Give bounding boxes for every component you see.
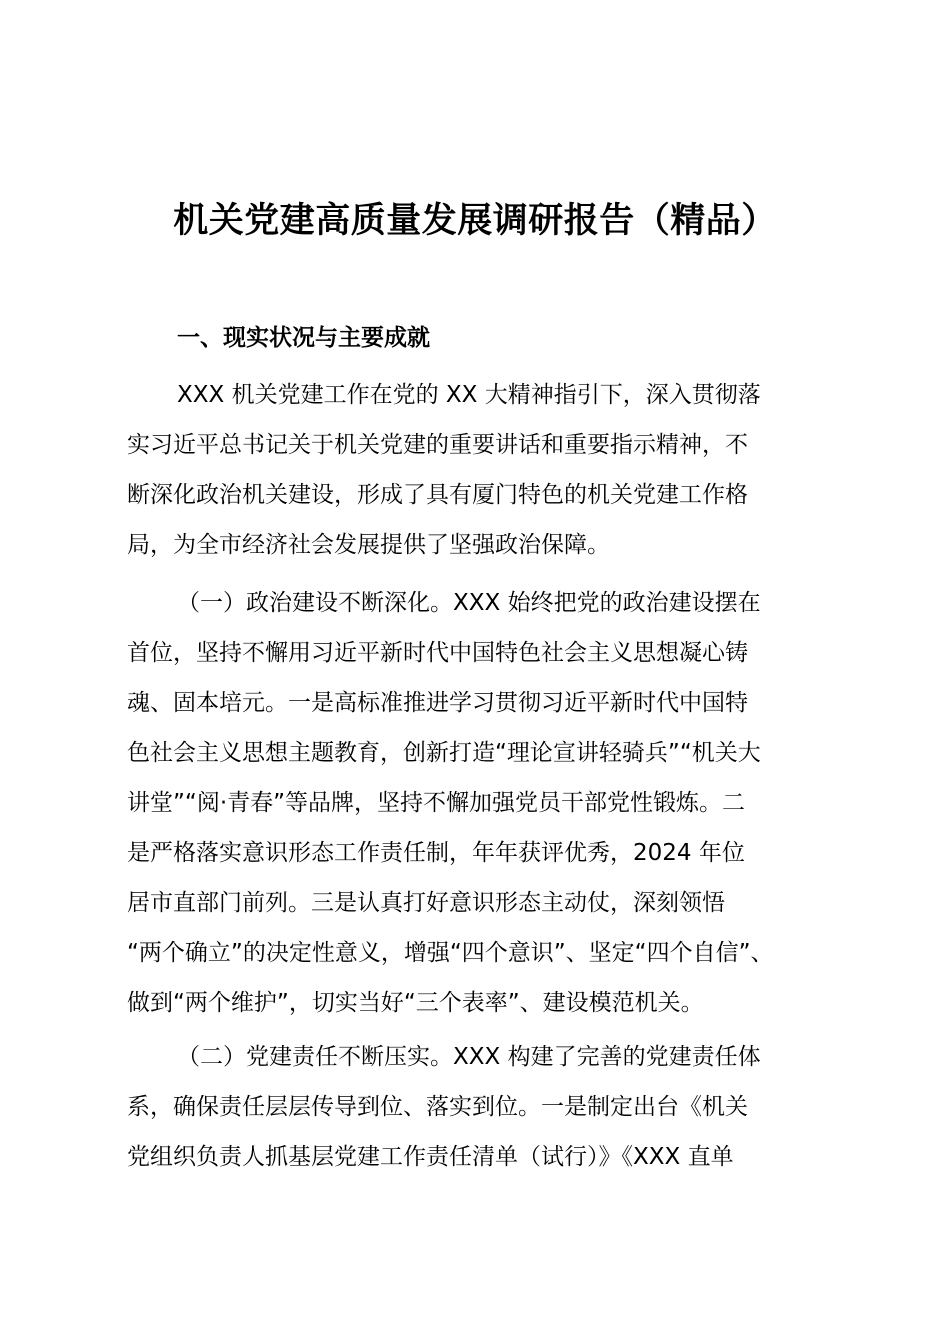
paragraph-line: 做到“两个维护”，切实当好“三个表率”、建设模范机关。: [127, 990, 704, 1016]
paragraph-line: XXX 机关党建工作在党的 XX 大精神指引下，深入贯彻落: [177, 382, 761, 408]
paragraph-political-construction: [127, 578, 827, 1028]
paragraph-line: 首位，坚持不懈用习近平新时代中国特色社会主义思想凝心铸: [127, 640, 748, 666]
paragraph-line: （一）政治建设不断深化。XXX 始终把党的政治建设摆在: [177, 590, 761, 616]
paragraph-line: 魂、固本培元。一是高标准推进学习贯彻习近平新时代中国特: [127, 690, 748, 716]
paragraph-line: 党组织负责人抓基层党建工作责任清单（试行）》《XXX 直单: [127, 1144, 734, 1170]
paragraph-line: 实习近平总书记关于机关党建的重要讲话和重要指示精神，不: [127, 432, 748, 458]
paragraph-line: 系，确保责任层层传导到位、落实到位。一是制定出台《机关: [127, 1094, 748, 1120]
paragraph-line: 讲堂”“阅·青春”等品牌，坚持不懈加强党员干部党性锻炼。二: [127, 790, 746, 816]
paragraph-line: 断深化政治机关建设，形成了具有厦门特色的机关党建工作格: [127, 482, 748, 508]
paragraph-line: 色社会主义思想主题教育，创新打造“理论宣讲轻骑兵”“机关大: [127, 740, 761, 766]
section-heading: 一、现实状况与主要成就: [177, 325, 430, 351]
paragraph-line: 局，为全市经济社会发展提供了坚强政治保障。: [127, 532, 610, 558]
document-title: 机关党建高质量发展调研报告（精品）: [173, 201, 777, 241]
paragraph-line: 居市直部门前列。三是认真打好意识形态主动仗，深刻领悟: [127, 890, 725, 916]
paragraph-party-responsibility: [127, 1032, 827, 1182]
paragraph-line: （二）党建责任不断压实。XXX 构建了完善的党建责任体: [177, 1044, 761, 1070]
paragraph-intro: [127, 370, 827, 570]
paragraph-line: “两个确立”的决定性意义，增强“四个意识”、坚定“四个自信”、: [127, 940, 774, 966]
paragraph-line: 是严格落实意识形态工作责任制，年年获评优秀，2024 年位: [127, 840, 745, 866]
